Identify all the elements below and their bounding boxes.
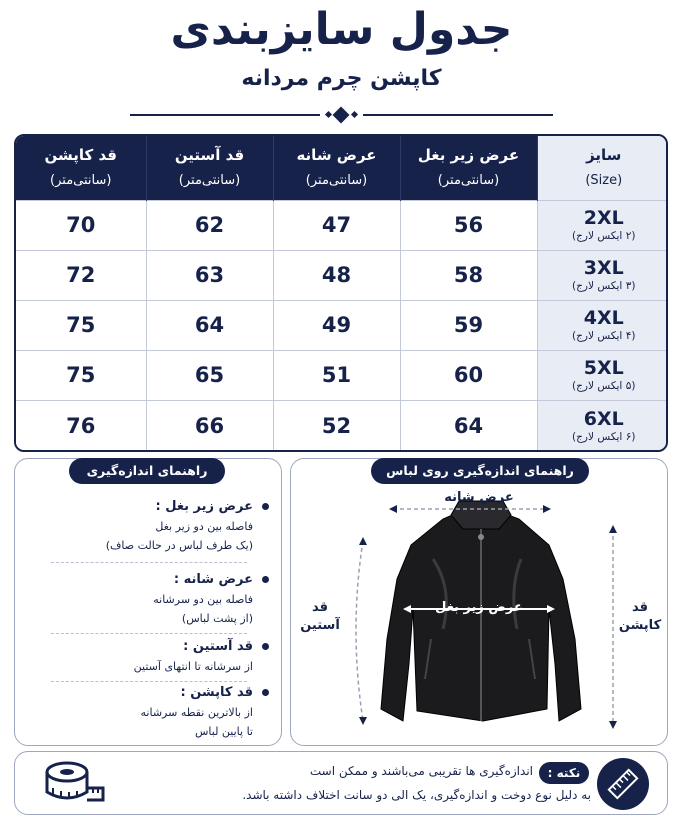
header-shoulder: عرض شانه (سانتی‌متر) — [273, 136, 400, 200]
guide-item-length: قد کاپشن : از بالاترین نقطه سرشانه تا پایین لباس — [33, 683, 253, 741]
header-sleeve: قد آستین (سانتی‌متر) — [146, 136, 273, 200]
ruler-icon — [597, 758, 649, 810]
shoulder-cell: 48 — [273, 250, 400, 300]
armpit-width-label: عرض زیر بغل — [435, 600, 523, 615]
note-text-line1: اندازه‌گیری ها تقریبی می‌باشند و ممکن است — [309, 764, 533, 778]
title-divider — [130, 108, 553, 122]
size-persian: (۶ ایکس لارج) — [572, 430, 636, 443]
measuring-tape-icon — [43, 758, 107, 808]
shoulder-cell: 51 — [273, 350, 400, 400]
table-header-row — [16, 136, 668, 200]
separator — [51, 681, 247, 682]
jacket-diagram-panel — [290, 458, 668, 746]
table-row — [16, 350, 668, 400]
sleeve-cell: 65 — [146, 350, 273, 400]
separator — [51, 562, 247, 563]
table-row — [16, 401, 668, 451]
table-row — [16, 200, 668, 250]
jacket-length-label: قد کاپشن — [618, 600, 662, 633]
separator — [51, 633, 247, 634]
size-persian: (۳ ایکس لارج) — [572, 280, 636, 293]
size-code: 5XL — [583, 357, 624, 380]
sleeve-cell: 62 — [146, 200, 273, 250]
size-code: 2XL — [583, 207, 624, 230]
armpit-cell: 58 — [400, 250, 537, 300]
sleeve-length-label: قد آستین — [300, 600, 340, 633]
size-code: 4XL — [583, 307, 624, 330]
size-persian: (۲ ایکس لارج) — [572, 230, 636, 243]
shoulder-width-label: عرض شانه — [444, 490, 514, 505]
length-cell: 75 — [16, 300, 146, 350]
sleeve-cell: 64 — [146, 300, 273, 350]
size-code: 6XL — [583, 407, 624, 430]
armpit-cell: 64 — [400, 401, 537, 451]
bullet-icon — [262, 503, 269, 510]
shoulder-cell: 49 — [273, 300, 400, 350]
size-persian: (۴ ایکس لارج) — [572, 330, 636, 343]
note-panel — [14, 751, 668, 815]
sleeve-cell: 66 — [146, 401, 273, 451]
diagram-title: راهنمای اندازه‌گیری روی لباس — [371, 458, 589, 484]
page-title: جدول سایزبندی — [170, 4, 513, 55]
shoulder-cell: 47 — [273, 200, 400, 250]
size-cell — [537, 401, 668, 451]
length-cell: 75 — [16, 350, 146, 400]
table-row — [16, 250, 668, 300]
length-cell: 72 — [16, 250, 146, 300]
size-cell — [537, 200, 668, 250]
guide-item-sleeve: قد آستین : از سرشانه تا انتهای آستین — [33, 637, 253, 676]
size-cell — [537, 250, 668, 300]
guide-item-armpit: عرض زیر بغل : فاصله بین دو زیر بغل (یک طرف لباس در حالت صاف) — [33, 497, 253, 555]
note-text-line2: به دلیل نوع دوخت و اندازه‌گیری، یک الی دو سانت اختلاف داشته باشد. — [242, 788, 591, 802]
length-cell: 70 — [16, 200, 146, 250]
armpit-cell: 56 — [400, 200, 537, 250]
size-table — [14, 134, 668, 452]
shoulder-cell: 52 — [273, 401, 400, 451]
guide-item-shoulder: عرض شانه : فاصله بین دو سرشانه (از پشت لباس) — [33, 570, 253, 628]
armpit-cell: 59 — [400, 300, 537, 350]
measurement-guide-panel — [14, 458, 282, 746]
size-cell — [537, 350, 668, 400]
armpit-cell: 60 — [400, 350, 537, 400]
guide-title: راهنمای اندازه‌گیری — [69, 458, 225, 484]
header-size: سایز (Size) — [537, 136, 668, 200]
header-armpit: عرض زیر بغل (سانتی‌متر) — [400, 136, 537, 200]
table-row — [16, 300, 668, 350]
page-subtitle: کاپشن چرم مردانه — [241, 66, 442, 91]
size-persian: (۵ ایکس لارج) — [572, 380, 636, 393]
size-cell — [537, 300, 668, 350]
bullet-icon — [262, 576, 269, 583]
size-code: 3XL — [583, 257, 624, 280]
length-cell: 76 — [16, 401, 146, 451]
bullet-icon — [262, 689, 269, 696]
sleeve-cell: 63 — [146, 250, 273, 300]
note-label: نکته : — [539, 762, 589, 784]
header-length: قد کاپشن (سانتی‌متر) — [16, 136, 146, 200]
bullet-icon — [262, 643, 269, 650]
